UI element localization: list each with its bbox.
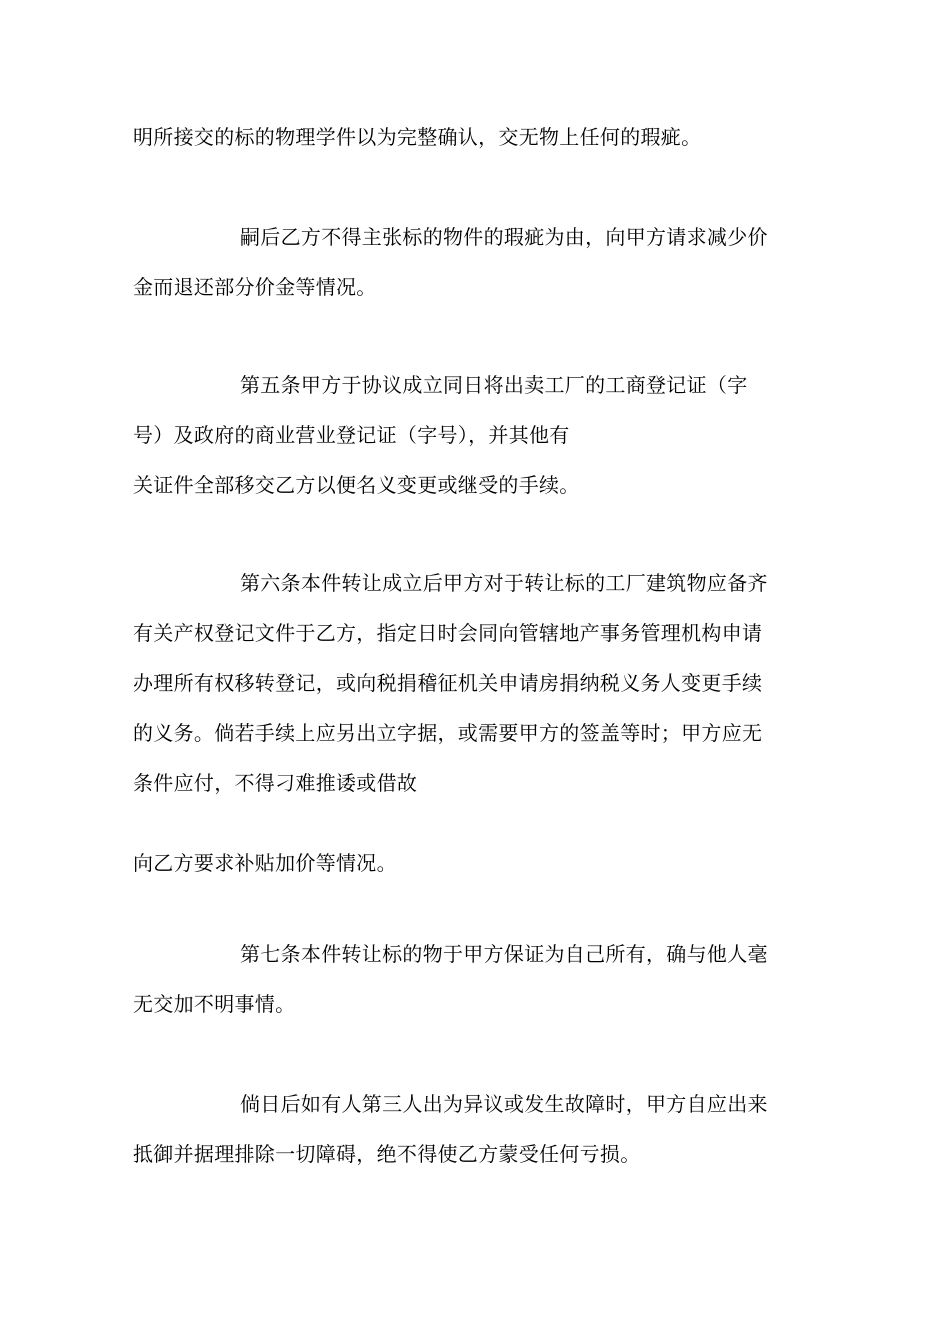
text-line: 关证件全部移交乙方以便名义变更或继受的手续。 xyxy=(133,473,580,497)
text-line: 嗣后乙方不得主张标的物件的瑕疵为由，向甲方请求减少价 xyxy=(240,225,768,249)
text-line: 的义务。倘若手续上应另出立字据，或需要甲方的签盖等时；甲方应无 xyxy=(133,721,763,745)
text-line: 办理所有权移转登记，或向税捐稽征机关申请房捐纳税义务人变更手续 xyxy=(133,671,763,695)
text-line: 有关产权登记文件于乙方，指定日时会同向管辖地产事务管理机构申请 xyxy=(133,621,763,645)
text-line: 第六条本件转让成立后甲方对于转让标的工厂建筑物应备齐 xyxy=(240,571,768,595)
text-line: 第七条本件转让标的物于甲方保证为自己所有，确与他人毫 xyxy=(240,942,768,966)
text-line: 金而退还部分价金等情况。 xyxy=(133,275,377,299)
text-line: 第五条甲方于协议成立同日将出卖工厂的工商登记证（字 xyxy=(240,373,748,397)
text-line: 明所接交的标的物理学件以为完整确认，交无物上任何的瑕疵。 xyxy=(133,125,702,149)
text-line: 条件应付，不得刁难推诿或借故 xyxy=(133,771,418,795)
text-line: 号）及政府的商业营业登记证（字号），并其他有 xyxy=(133,423,570,447)
text-line: 向乙方要求补贴加价等情况。 xyxy=(133,851,397,875)
text-line: 无交加不明事情。 xyxy=(133,992,296,1016)
text-line: 倘日后如有人第三人出为异议或发生故障时，甲方自应出来 xyxy=(240,1092,768,1116)
text-line: 抵御并据理排除一切障碍，绝不得使乙方蒙受任何亏损。 xyxy=(133,1142,641,1166)
